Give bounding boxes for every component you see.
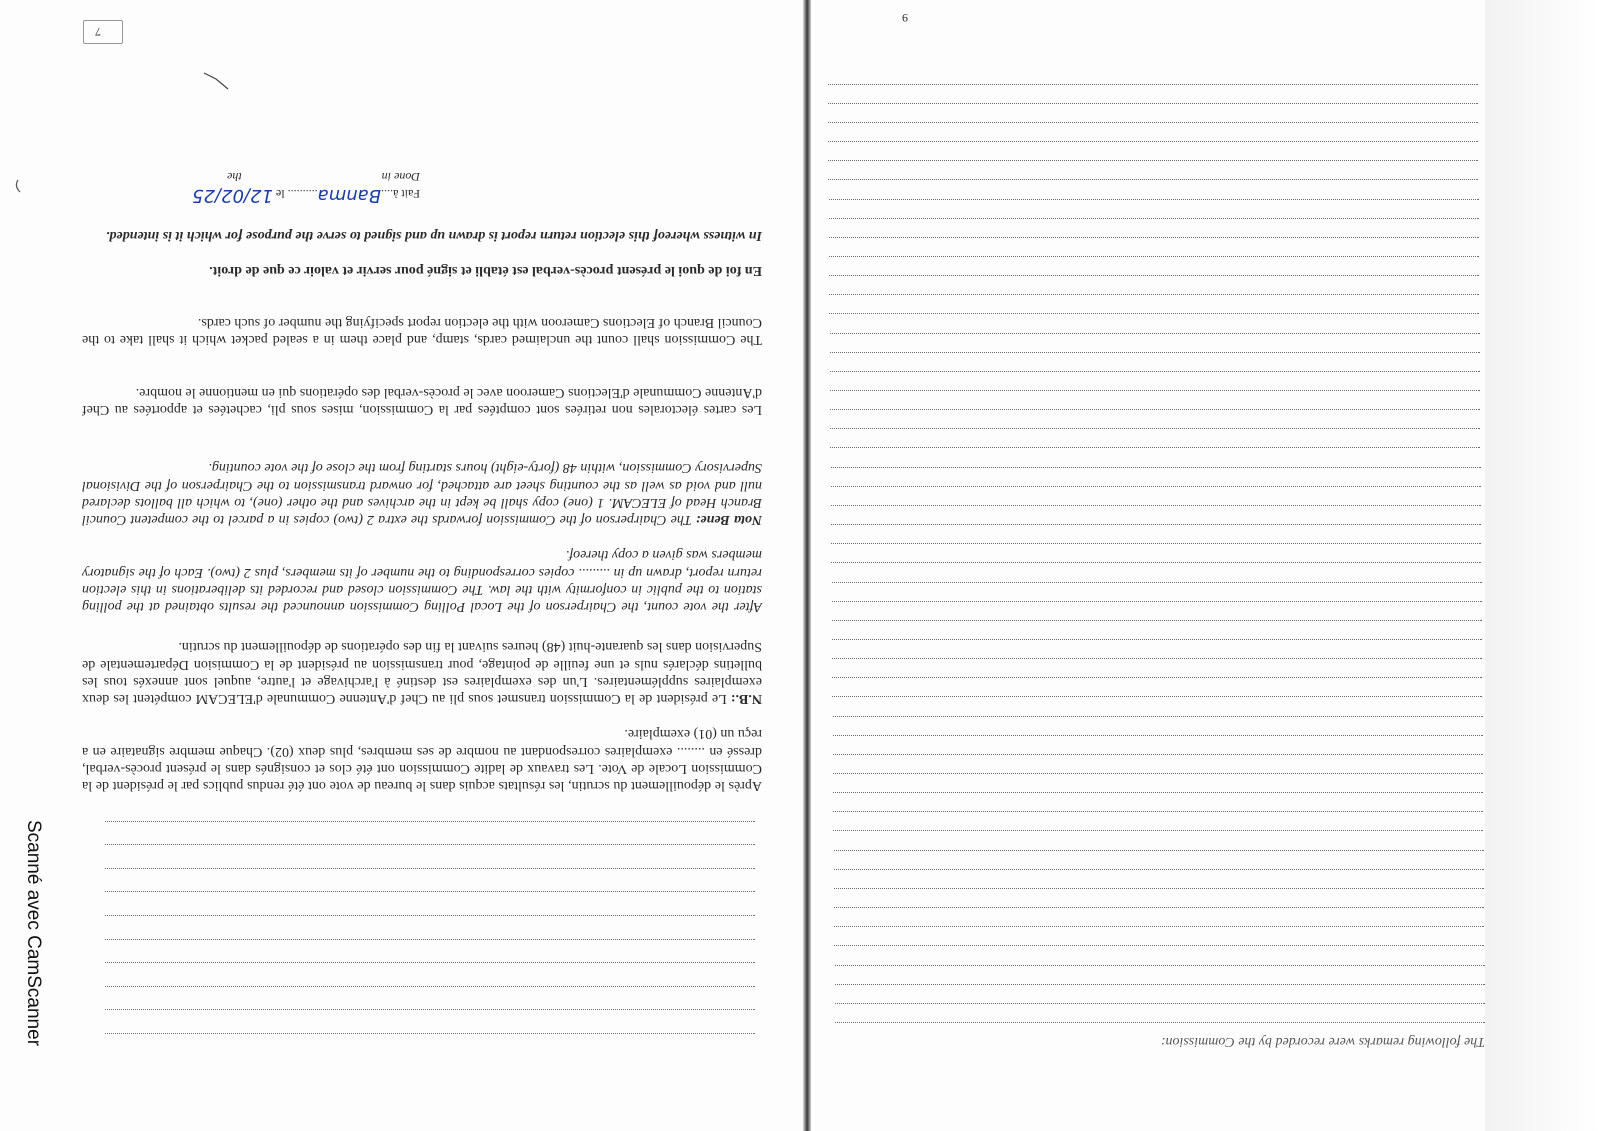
dotted-rule	[828, 122, 1478, 123]
dotted-rule	[105, 821, 755, 822]
dotted-rule	[833, 735, 1483, 736]
dotted-rule	[832, 620, 1482, 621]
dotted-rule	[833, 792, 1483, 793]
fait-a-label: Fait à	[393, 187, 420, 201]
dotted-rule	[830, 333, 1480, 334]
dotted-rule	[828, 103, 1478, 104]
text-en-witness: In witness whereof this election return report is drawn up and signed to serve the purpose for which it is intended.	[105, 228, 762, 243]
dotted-rule	[833, 811, 1483, 812]
dotted-rule	[831, 467, 1481, 468]
dotted-rule	[105, 986, 755, 987]
text-en-commission: The Commission shall count the unclaimed cards, stamp, and place them in a sealed packet which it shall take to the Council Branch of Elections Cameroon with the election report specifying the number of such cards.	[82, 314, 762, 347]
dotted-rule	[829, 218, 1479, 219]
done-in-label: Done in	[381, 170, 420, 184]
book-spine	[803, 0, 811, 1131]
done-in-line	[60, 169, 420, 184]
dotted-rule	[831, 448, 1481, 449]
fait-a-line: Fait à....Banma.......... le 12/02/25	[192, 185, 420, 206]
text-fr-en-foi: En foi de quoi le présent procès-verbal est établi et signé pour servir et valoir ce que de droit.	[209, 263, 762, 278]
paragraph-en-after	[82, 546, 762, 615]
dotted-rule	[832, 601, 1482, 602]
page-number-9: 9	[902, 11, 908, 25]
dotted-rule	[833, 716, 1483, 717]
dotted-rule	[833, 754, 1483, 755]
dotted-rule	[835, 984, 1485, 985]
dotted-rule	[831, 543, 1481, 544]
dotted-rule	[829, 294, 1479, 295]
dotted-rule	[829, 256, 1479, 257]
dotted-rule	[834, 888, 1484, 889]
paragraph-fr-apres	[82, 725, 762, 794]
dotted-rule	[829, 313, 1479, 314]
dotted-rule	[828, 179, 1478, 180]
signature-area	[60, 169, 420, 206]
dotted-rule	[828, 160, 1478, 161]
page-remarks	[803, 0, 1485, 1131]
text-fr-apres: Après le dépouillement du scrutin, les résultats acquis dans le bureau de vote ont été rendus publics par le président de la Commission Locale de Vote. Les travaux de ladite Commission ont été clos et consignés dans le présent procès-verbal, dressé en ........ exemplaires correspondant au nombre de ses membres, plus deux (02). Chaque membre signataire en a reçu un (01) exemplaire.	[82, 726, 762, 793]
dotted-rule	[835, 1022, 1485, 1023]
le-label: le	[275, 187, 285, 201]
dotted-rule	[830, 352, 1480, 353]
dotted-rule	[105, 1009, 755, 1010]
dotted-rule	[105, 1033, 755, 1034]
text-en-after: After the vote count, the Chairperson of the Local Polling Commission announced the results obtained at the polling station to the public in conformity with the law. The Commission closed and recorded its deliberations in this election return report, drawn up in ......... copies corresponding to the number of its members, plus 2 (two). Each of the signatory members was given a copy thereof.	[82, 547, 762, 614]
pen-stroke-mark	[200, 71, 230, 91]
the-label: the	[227, 170, 242, 184]
scan-margin	[1485, 0, 1600, 1131]
dotted-rule	[830, 428, 1480, 429]
paragraph-fr-nb	[82, 638, 762, 707]
nb-label: N.B.:	[730, 691, 762, 706]
dotted-rule	[830, 390, 1480, 391]
dotted-rule	[834, 869, 1484, 870]
paragraph-fr-cartes	[82, 384, 762, 418]
handwritten-date: 12/02/25	[192, 185, 273, 206]
paragraph-en-witness	[82, 227, 762, 244]
page-number-7: 7	[95, 25, 101, 39]
dotted-rule	[834, 907, 1484, 908]
dotted-rule	[834, 926, 1484, 927]
dotted-rule	[834, 945, 1484, 946]
dotted-rule	[830, 409, 1480, 410]
camscanner-watermark: Scanné avec CamScanner	[23, 820, 44, 1047]
dotted-rule	[833, 773, 1483, 774]
dotted-rule	[105, 868, 755, 869]
dotted-rule	[105, 962, 755, 963]
dotted-rule	[834, 850, 1484, 851]
paragraph-en-commission	[82, 314, 762, 348]
dotted-rule	[832, 582, 1482, 583]
paragraph-fr-en-foi	[82, 262, 762, 279]
text-en-nota: The Chairperson of the Commission forwards the extra 2 (two) copies in a parcel to the competent Council Branch Head of ELECAM. 1 (one) copy shall be kept in the archives and the other (one), to which all ballots declared null and void as well as the counting sheet are attached, for onward transmission to the Chairperson of the Divisional Supervisory Commission, within 48 (forty-eight) hours starting from the close of the vote counting.	[82, 460, 762, 527]
text-fr-cartes: Les cartes électorales non retirées sont comptées par la Commission, mises sous pli, cachetées et apportées au Chef d'Antenne Communale d'Elections Cameroon avec le procès-verbal des opérations qui en mentionne le nombre.	[82, 384, 762, 417]
dotted-rule	[831, 524, 1481, 525]
dotted-rule	[835, 1003, 1485, 1004]
page-number-box	[83, 20, 123, 44]
paragraph-en-nota	[82, 459, 762, 528]
dotted-rule	[831, 486, 1481, 487]
dotted-rule	[835, 965, 1485, 966]
dotted-rule	[831, 562, 1481, 563]
margin-mark	[4, 176, 24, 196]
dotted-rule	[829, 199, 1479, 200]
dotted-rule	[832, 639, 1482, 640]
dotted-rule	[105, 939, 755, 940]
dotted-rule	[828, 141, 1478, 142]
dotted-rule	[105, 844, 755, 845]
remarks-heading: The following remarks were recorded by the Commission:	[1160, 1034, 1485, 1049]
dotted-rule	[832, 658, 1482, 659]
dotted-rule	[105, 891, 755, 892]
dotted-rule	[831, 505, 1481, 506]
dotted-rule	[834, 831, 1484, 832]
dotted-rule	[830, 371, 1480, 372]
dotted-rule	[828, 84, 1478, 85]
handwritten-place: Banma	[317, 185, 381, 206]
dotted-rule	[829, 275, 1479, 276]
dotted-rule	[829, 237, 1479, 238]
dotted-rule	[832, 696, 1482, 697]
dotted-rule	[832, 677, 1482, 678]
text-fr-nb: Le président de la Commission transmet sous pli au Chef d'Antenne Communale d'ELECAM compétent les deux exemplaires supplémentaires. L'un des exemplaires est destiné à l'archivage et l'autre, auquel sont annexés tous les bulletins déclarés nuls et une feuille de pointage, pour transmission au président de la Commision Départementale de Supervision dans les quarante-huit (48) heures suivant la fin des opérations de dépouillement du scrutin.	[82, 639, 762, 706]
nota-bene-label: Nota Bene:	[695, 512, 762, 527]
dotted-rule	[105, 915, 755, 916]
